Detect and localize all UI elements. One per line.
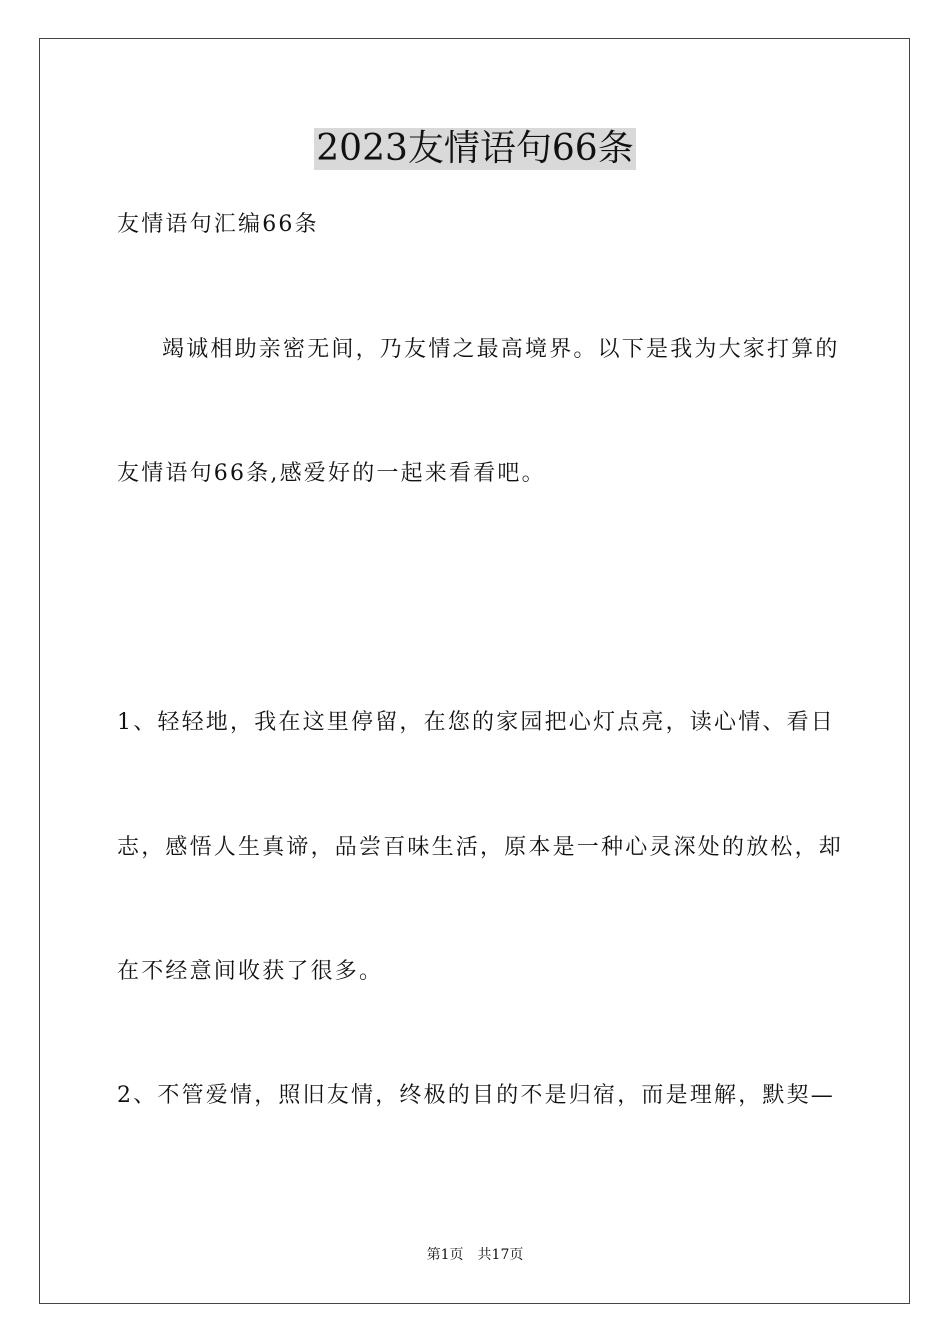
page-total: 共17页 — [477, 1247, 524, 1263]
paragraph-line: 志，感悟人生真谛，品尝百味生活，原本是一种心灵深处的放松，却 — [117, 835, 844, 860]
paragraph-line: 2、不管爱情，照旧友情，终极的目的不是归宿，而是理解，默契— — [117, 1083, 835, 1108]
page-number: 第1页 — [426, 1247, 464, 1263]
document-subtitle: 友情语句汇编66条 — [117, 212, 319, 237]
title-container — [0, 128, 950, 170]
page-footer — [0, 1246, 950, 1264]
document-title: 2023友情语句66条 — [316, 128, 634, 169]
paragraph-line: 1、轻轻地，我在这里停留，在您的家园把心灯点亮，读心情、看日 — [117, 710, 835, 735]
paragraph-line: 友情语句66条,感爱好的一起来看看吧。 — [117, 461, 546, 486]
paragraph-line: 在不经意间收获了很多。 — [117, 959, 384, 984]
paragraph-line: 竭诚相助亲密无间，乃友情之最高境界。以下是我为大家打算的 — [162, 337, 840, 362]
